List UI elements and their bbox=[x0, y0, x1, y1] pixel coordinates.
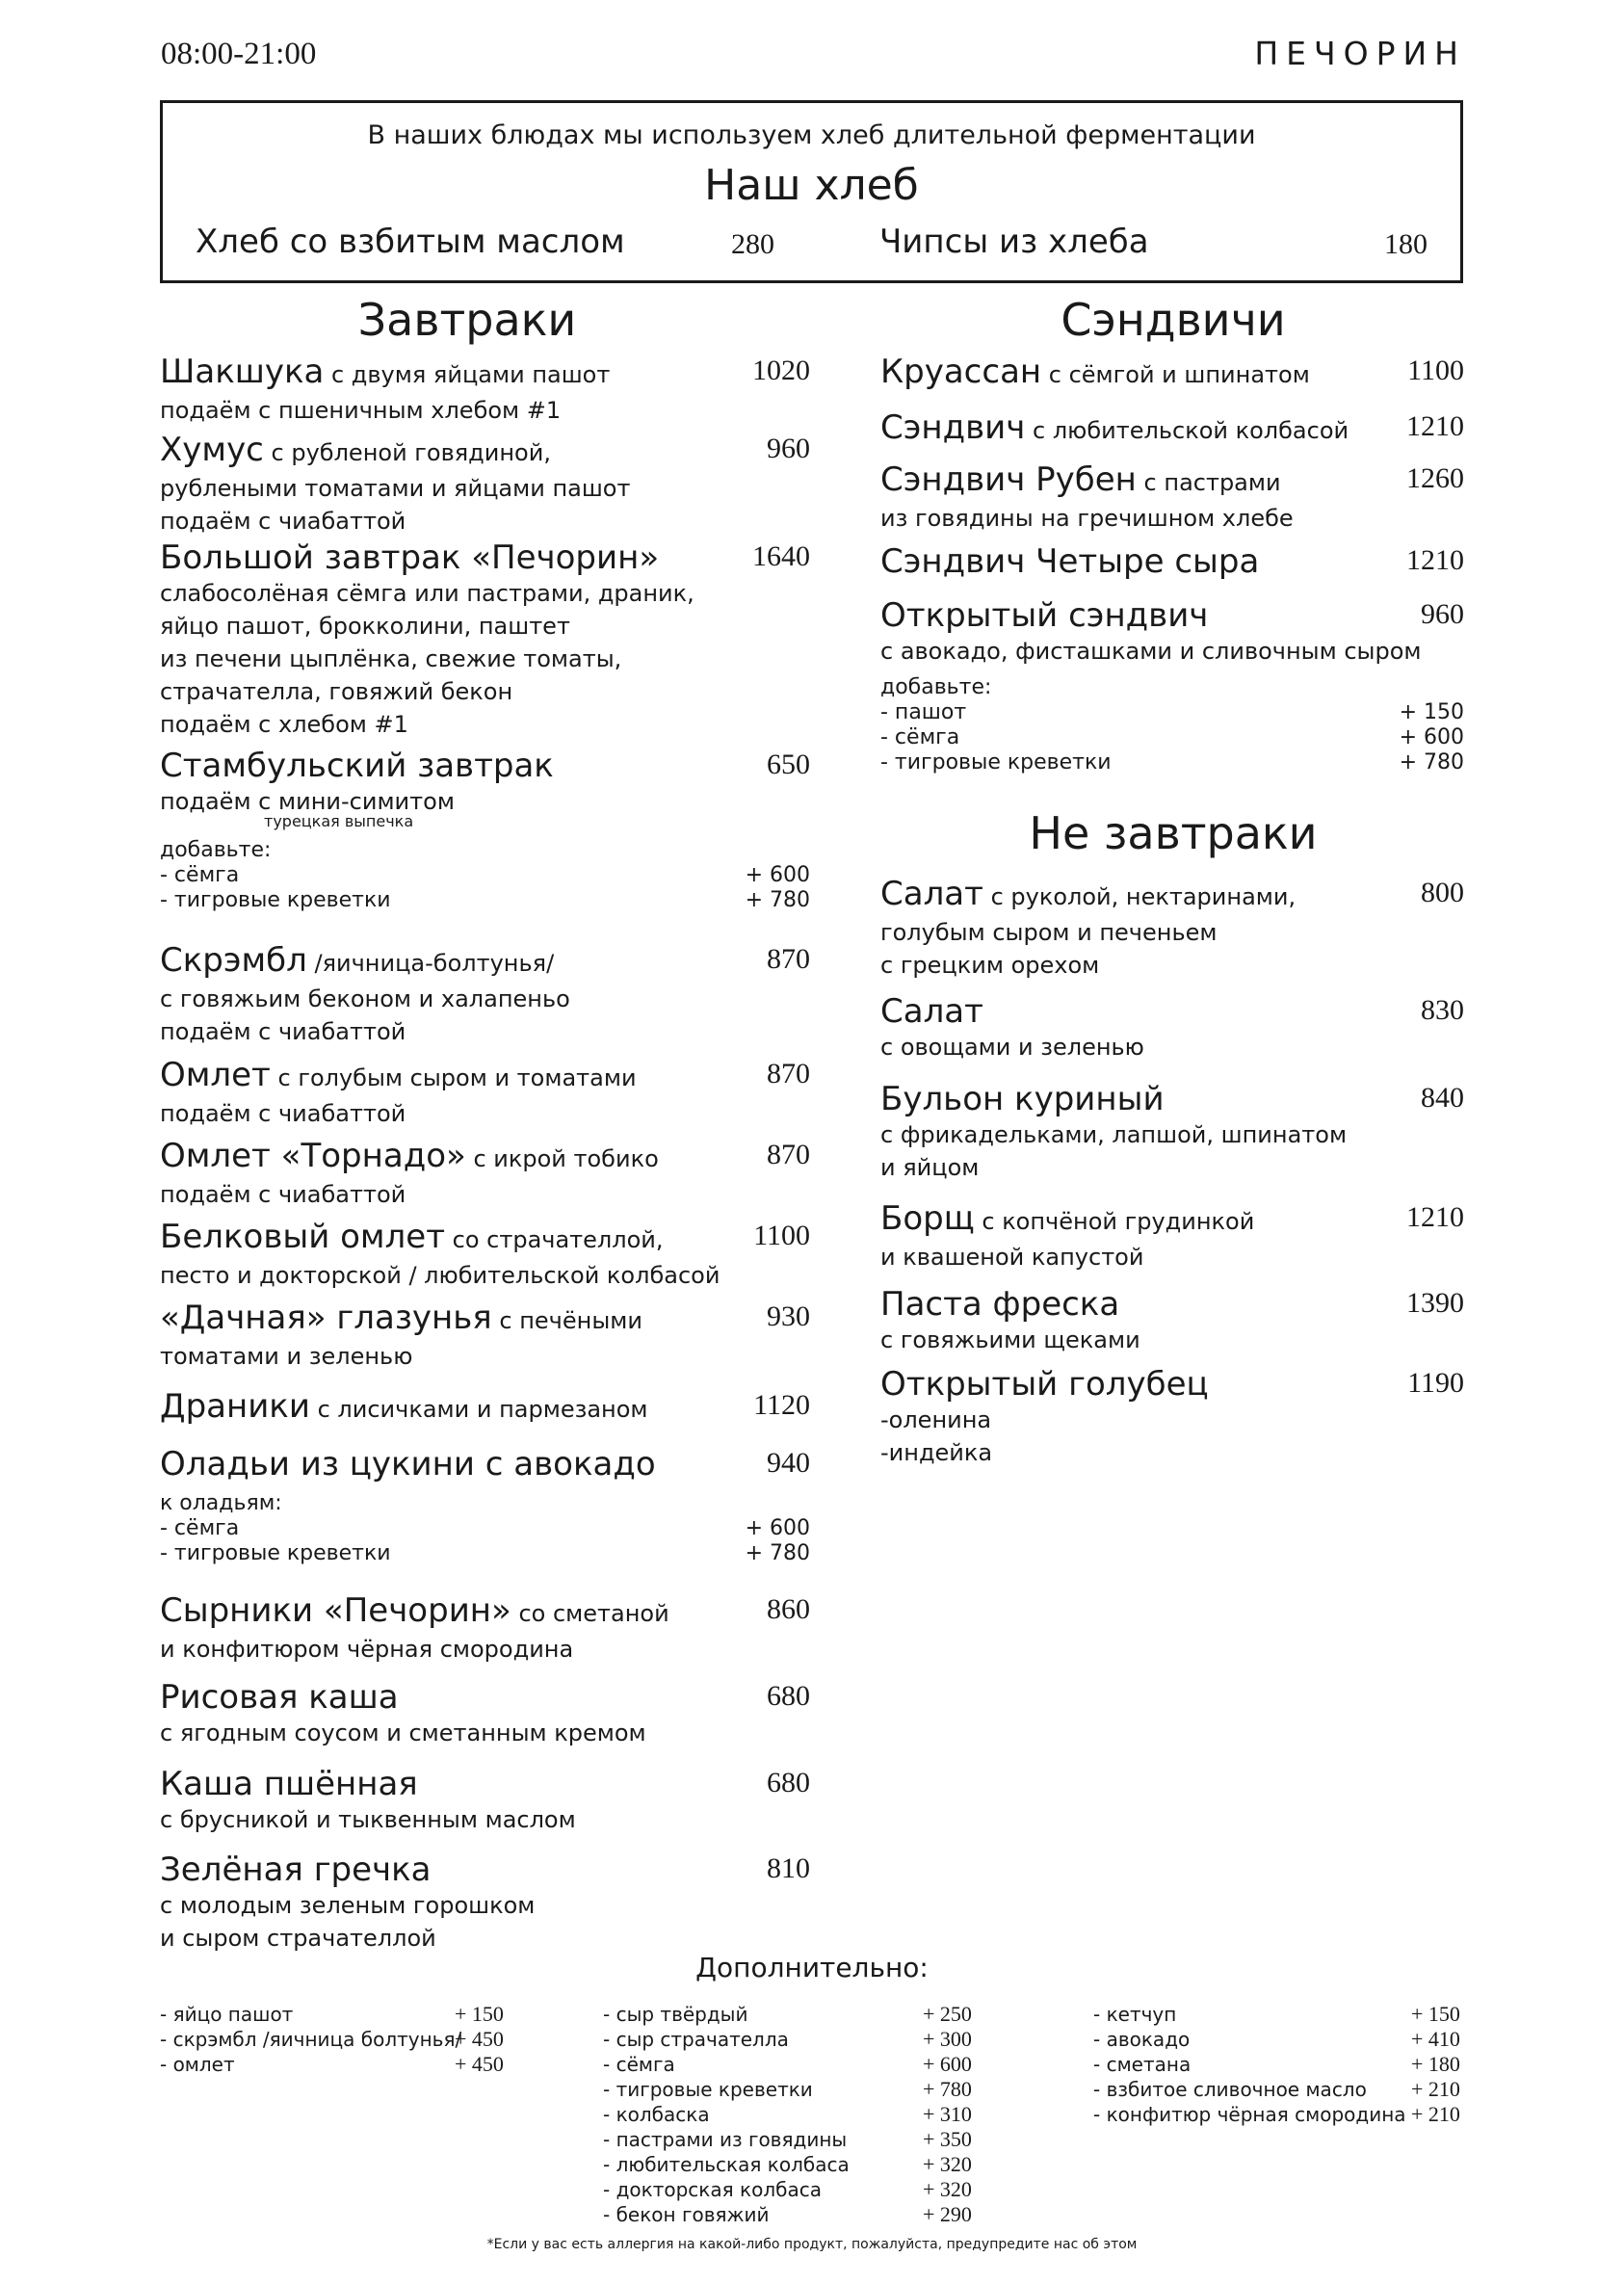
bread-section bbox=[160, 100, 1463, 283]
menu-item-price: 650 bbox=[767, 748, 810, 780]
menu-item-price: 1190 bbox=[1407, 1367, 1464, 1399]
menu-item-description: и яйцом bbox=[880, 1154, 980, 1181]
extra-item-name: - омлет bbox=[160, 2053, 235, 2076]
bread-item-price: 180 bbox=[1384, 228, 1428, 260]
menu-item-name: Омлет bbox=[160, 1056, 271, 1094]
menu-item-description: подаём с хлебом #1 bbox=[160, 711, 408, 738]
menu-item bbox=[880, 992, 1464, 1063]
menu-item-title-line bbox=[880, 875, 1464, 916]
extra-item-name: - скрэмбл /яичница болтунья/ bbox=[160, 2028, 462, 2051]
extra-item-name: - колбаска bbox=[603, 2103, 710, 2126]
menu-item-price: 870 bbox=[767, 1139, 810, 1170]
menu-item bbox=[880, 460, 1464, 535]
opening-hours: 08:00-21:00 bbox=[161, 37, 317, 71]
menu-item-title-line bbox=[160, 431, 796, 472]
menu-item-title-line bbox=[880, 1285, 1464, 1324]
extra-item-name: - яйцо пашот bbox=[160, 2003, 294, 2026]
menu-item-description: подаём с чиабаттой bbox=[160, 1018, 406, 1045]
menu-item-title-line bbox=[880, 1365, 1464, 1404]
addon-price: + 780 bbox=[745, 888, 810, 912]
bread-title: Наш хлеб bbox=[704, 161, 919, 210]
section-title-breakfast: Завтраки bbox=[357, 294, 577, 346]
menu-item bbox=[160, 941, 810, 1048]
menu-item-description: голубым сыром и печеньем bbox=[880, 919, 1218, 946]
menu-item-title-line bbox=[160, 747, 796, 785]
addon-row bbox=[160, 1516, 810, 1541]
bread-note: В наших блюдах мы используем хлеб длительной ферментации bbox=[367, 120, 1256, 150]
addon-price: + 600 bbox=[1399, 725, 1464, 749]
menu-item-name: Омлет «Торнадо» bbox=[160, 1137, 466, 1175]
extra-item-price: + 250 bbox=[923, 2002, 972, 2026]
menu-item-title-line bbox=[160, 1218, 796, 1259]
menu-item-description: с говяжьим беконом и халапеньо bbox=[160, 985, 570, 1012]
menu-item-price: 1210 bbox=[1406, 1201, 1464, 1233]
extra-item-price: + 450 bbox=[455, 2027, 504, 2051]
menu-item-price: 870 bbox=[767, 943, 810, 975]
menu-item bbox=[160, 1445, 810, 1566]
menu-item-modifier: с сёмгой и шпинатом bbox=[1041, 361, 1310, 388]
menu-item-title-line bbox=[160, 353, 796, 394]
menu-item-description: с брусникой и тыквенным маслом bbox=[160, 1806, 576, 1833]
addon-name: - пашот bbox=[880, 700, 967, 724]
menu-item-title-line bbox=[160, 1387, 796, 1429]
menu-item-title-line bbox=[880, 408, 1464, 450]
addon-title: добавьте: bbox=[880, 675, 992, 699]
menu-item-title-line bbox=[160, 1299, 796, 1340]
menu-item-description: с ягодным соусом и сметанным кремом bbox=[160, 1720, 646, 1746]
menu-item-title-line bbox=[160, 1056, 796, 1097]
addon-price: + 780 bbox=[745, 1541, 810, 1565]
menu-item-modifier: с рубленой говядиной, bbox=[263, 439, 551, 466]
menu-item-price: 1390 bbox=[1406, 1287, 1464, 1319]
addon-price: + 600 bbox=[745, 863, 810, 887]
menu-item bbox=[160, 1591, 810, 1666]
extra-item-price: + 780 bbox=[923, 2077, 972, 2101]
extra-item-price: + 210 bbox=[1411, 2102, 1460, 2126]
menu-item-name: Хумус bbox=[160, 431, 264, 469]
menu-item-title-line bbox=[880, 542, 1464, 581]
extra-item-name: - пастрами из говядины bbox=[603, 2128, 848, 2151]
menu-item-description: песто и докторской / любительской колбасой bbox=[160, 1262, 720, 1289]
extra-item-name: - сыр твёрдый bbox=[603, 2003, 748, 2026]
extra-item-price: + 210 bbox=[1411, 2077, 1460, 2101]
menu-item-title-line bbox=[880, 460, 1464, 502]
menu-item bbox=[160, 1387, 810, 1429]
addon-row bbox=[880, 700, 1464, 725]
menu-item-name: Шакшука bbox=[160, 353, 325, 391]
menu-item bbox=[160, 1056, 810, 1130]
menu-item-name: Оладьи из цукини с авокадо bbox=[160, 1445, 656, 1483]
menu-item-description: слабосолёная сёмга или пастрами, драник, bbox=[160, 580, 694, 607]
menu-item-price: 960 bbox=[1421, 598, 1464, 630]
extra-item-name: - взбитое сливочное масло bbox=[1093, 2078, 1367, 2101]
menu-item bbox=[160, 1678, 810, 1749]
menu-item-description: -оленина bbox=[880, 1406, 992, 1433]
addon-row bbox=[880, 750, 1464, 775]
menu-item-description: с говяжьими щеками bbox=[880, 1326, 1140, 1353]
extra-item-price: + 320 bbox=[923, 2152, 972, 2176]
addon-name: - тигровые креветки bbox=[880, 750, 1112, 774]
extra-item-name: - кетчуп bbox=[1093, 2003, 1177, 2026]
menu-item-price: 930 bbox=[767, 1300, 810, 1332]
menu-item-price: 1640 bbox=[752, 540, 810, 572]
extra-item-price: + 300 bbox=[923, 2027, 972, 2051]
menu-item bbox=[160, 1137, 810, 1211]
menu-item-modifier: /яичница-болтунья/ bbox=[306, 950, 555, 977]
extra-item-price: + 410 bbox=[1411, 2027, 1460, 2051]
menu-item-modifier: с печёными bbox=[491, 1307, 642, 1334]
addon-name: - сёмга bbox=[160, 863, 240, 887]
menu-item-modifier: с голубым сыром и томатами bbox=[270, 1064, 637, 1091]
menu-item-name: Сэндвич bbox=[880, 408, 1026, 447]
menu-item-name: Драники bbox=[160, 1387, 310, 1426]
menu-item-name: Салат bbox=[880, 992, 983, 1031]
menu-item-price: 1020 bbox=[752, 354, 810, 386]
addon-name: - тигровые креветки bbox=[160, 888, 391, 912]
menu-item-description: подаём с пшеничным хлебом #1 bbox=[160, 397, 562, 424]
menu-item-name: Открытый голубец bbox=[880, 1365, 1209, 1404]
addon-title: добавьте: bbox=[160, 838, 272, 862]
addon-name: - сёмга bbox=[880, 725, 960, 749]
menu-item-price: 1210 bbox=[1406, 410, 1464, 442]
menu-item-title-line bbox=[160, 1591, 796, 1633]
menu-item-modifier: со сметаной bbox=[511, 1600, 669, 1627]
menu-item bbox=[880, 408, 1464, 450]
menu-item-description: с молодым зеленым горошком bbox=[160, 1892, 536, 1919]
menu-item bbox=[160, 431, 810, 538]
menu-item bbox=[880, 1080, 1464, 1184]
extra-item-price: + 150 bbox=[455, 2002, 504, 2026]
menu-item-description: страчателла, говяжий бекон bbox=[160, 678, 513, 705]
menu-item bbox=[160, 353, 810, 427]
menu-item-title-line bbox=[160, 1678, 796, 1717]
menu-item-title-line bbox=[160, 1445, 796, 1483]
menu-item-description: с овощами и зеленью bbox=[880, 1034, 1144, 1061]
menu-item-description: подаём с чиабаттой bbox=[160, 1181, 406, 1208]
extra-item-price: + 180 bbox=[1411, 2052, 1460, 2076]
menu-item-title-line bbox=[880, 992, 1464, 1031]
menu-item-name: Круассан bbox=[880, 353, 1042, 391]
menu-item-name: Белковый омлет bbox=[160, 1218, 446, 1256]
extra-item-price: + 450 bbox=[455, 2052, 504, 2076]
menu-item-name: Борщ bbox=[880, 1199, 975, 1238]
extra-item-name: - тигровые креветки bbox=[603, 2078, 813, 2101]
menu-item-modifier: с двумя яйцами пашот bbox=[324, 361, 611, 388]
menu-item bbox=[160, 1851, 810, 1955]
addon-name: - сёмга bbox=[160, 1516, 240, 1540]
section-title-sandwiches: Сэндвичи bbox=[1061, 294, 1286, 346]
addon-row bbox=[880, 725, 1464, 750]
menu-item-price: 840 bbox=[1421, 1082, 1464, 1114]
section-title-notbreakfast: Не завтраки bbox=[1029, 807, 1318, 859]
extra-item-price: + 290 bbox=[923, 2202, 972, 2226]
addon-row bbox=[160, 888, 810, 913]
menu-item bbox=[880, 353, 1464, 394]
menu-item bbox=[160, 1299, 810, 1373]
menu-item-name: Сэндвич Четыре сыра bbox=[880, 542, 1260, 581]
bread-item-name: Хлеб со взбитым маслом bbox=[196, 223, 625, 261]
menu-item-name: Скрэмбл bbox=[160, 941, 307, 980]
menu-item-title-line bbox=[160, 1765, 796, 1803]
menu-item-price: 1100 bbox=[1407, 354, 1464, 386]
menu-item-price: 1100 bbox=[753, 1220, 810, 1251]
extra-item-price: + 150 bbox=[1411, 2002, 1460, 2026]
menu-item bbox=[880, 596, 1464, 775]
menu-item-name: Салат bbox=[880, 875, 983, 913]
addon-price: + 150 bbox=[1399, 700, 1464, 724]
menu-item-title-line bbox=[880, 1199, 1464, 1241]
menu-item-description: подаём с мини-симитом bbox=[160, 788, 455, 815]
menu-item-name: «Дачная» глазунья bbox=[160, 1299, 492, 1337]
menu-item-description: подаём с чиабаттой bbox=[160, 1100, 406, 1127]
menu-item-description: из печени цыплёнка, свежие томаты, bbox=[160, 645, 622, 672]
extra-item-price: + 600 bbox=[923, 2052, 972, 2076]
menu-item-name: Сырники «Печорин» bbox=[160, 1591, 511, 1630]
extra-item-price: + 320 bbox=[923, 2177, 972, 2201]
menu-item-modifier: с икрой тобико bbox=[465, 1145, 659, 1172]
bread-item-name: Чипсы из хлеба bbox=[879, 223, 1149, 261]
addon-row bbox=[160, 863, 810, 888]
extra-item-name: - сёмга bbox=[603, 2053, 675, 2076]
menu-item-price: 860 bbox=[767, 1593, 810, 1625]
menu-item-price: 1210 bbox=[1406, 544, 1464, 576]
menu-item-price: 1120 bbox=[753, 1389, 810, 1421]
menu-item-name: Большой завтрак «Печорин» bbox=[160, 538, 660, 577]
menu-item-modifier: с любительской колбасой bbox=[1025, 417, 1349, 444]
menu-item-name: Паста фреска bbox=[880, 1285, 1120, 1324]
addon-title: к оладьям: bbox=[160, 1491, 282, 1515]
menu-item-description: рублеными томатами и яйцами пашот bbox=[160, 475, 631, 502]
addon-price: + 600 bbox=[745, 1516, 810, 1540]
menu-item-price: 870 bbox=[767, 1058, 810, 1089]
menu-item-name: Зелёная гречка bbox=[160, 1851, 432, 1889]
menu-item-modifier: с лисичками и пармезаном bbox=[309, 1396, 648, 1423]
menu-item-description: из говядины на гречишном хлебе bbox=[880, 505, 1294, 532]
menu-item-description: подаём с чиабаттой bbox=[160, 508, 406, 535]
menu-item bbox=[880, 875, 1464, 982]
menu-item-price: 830 bbox=[1421, 994, 1464, 1026]
menu-item-description: и квашеной капустой bbox=[880, 1244, 1144, 1271]
extra-item-price: + 350 bbox=[923, 2127, 972, 2151]
extra-item-name: - сыр страчателла bbox=[603, 2028, 789, 2051]
extras-title: Дополнительно: bbox=[695, 1952, 929, 1983]
menu-item-modifier: со страчателлой, bbox=[445, 1226, 664, 1253]
menu-item-price: 1260 bbox=[1406, 462, 1464, 494]
menu-item-name: Стамбульский завтрак bbox=[160, 747, 554, 785]
menu-item-name: Каша пшённая bbox=[160, 1765, 418, 1803]
menu-item-description: с фрикадельками, лапшой, шпинатом bbox=[880, 1121, 1348, 1148]
menu-item-title-line bbox=[880, 596, 1464, 635]
menu-item-price: 940 bbox=[767, 1447, 810, 1479]
menu-item-title-line bbox=[160, 1137, 796, 1178]
menu-item-name: Бульон куриный bbox=[880, 1080, 1165, 1118]
extra-item-name: - любительская колбаса bbox=[603, 2153, 850, 2176]
extra-item-price: + 310 bbox=[923, 2102, 972, 2126]
menu-item bbox=[880, 1365, 1464, 1469]
menu-item-title-line bbox=[160, 941, 796, 983]
menu-item bbox=[160, 747, 810, 913]
menu-item bbox=[880, 542, 1464, 581]
menu-item bbox=[160, 1218, 810, 1292]
menu-item bbox=[160, 538, 810, 741]
extra-item-name: - сметана bbox=[1093, 2053, 1192, 2076]
menu-item-price: 800 bbox=[1421, 877, 1464, 908]
menu-item-title-line bbox=[160, 1851, 796, 1889]
restaurant-brand: ПЕЧОРИН bbox=[1254, 35, 1466, 72]
menu-item-description: с авокадо, фисташками и сливочным сыром bbox=[880, 638, 1422, 665]
menu-item-title-line bbox=[880, 353, 1464, 394]
allergy-footnote: *Если у вас есть аллергия на какой-либо продукт, пожалуйста, предупредите нас об этом bbox=[486, 2237, 1138, 2252]
menu-item-description: и сыром страчателлой bbox=[160, 1925, 436, 1952]
addon-price: + 780 bbox=[1399, 750, 1464, 774]
menu-item-price: 960 bbox=[767, 433, 810, 464]
menu-item-price: 810 bbox=[767, 1852, 810, 1884]
menu-item-description: томатами и зеленью bbox=[160, 1343, 413, 1370]
menu-item-note: турецкая выпечка bbox=[264, 812, 414, 830]
menu-item-price: 680 bbox=[767, 1767, 810, 1798]
menu-item-description: яйцо пашот, брокколини, паштет bbox=[160, 613, 570, 640]
menu-item bbox=[880, 1285, 1464, 1356]
extra-item-name: - конфитюр чёрная смородина bbox=[1093, 2103, 1406, 2126]
menu-item-modifier: с копчёной грудинкой bbox=[974, 1208, 1255, 1235]
menu-item-title-line bbox=[160, 538, 796, 577]
menu-item bbox=[160, 1765, 810, 1836]
addon-name: - тигровые креветки bbox=[160, 1541, 391, 1565]
menu-item-description: и конфитюром чёрная смородина bbox=[160, 1636, 574, 1663]
bread-item-price: 280 bbox=[731, 228, 774, 260]
addon-row bbox=[160, 1541, 810, 1566]
menu-item bbox=[880, 1199, 1464, 1273]
menu-item-name: Рисовая каша bbox=[160, 1678, 399, 1717]
menu-item-title-line bbox=[880, 1080, 1464, 1118]
extra-item-name: - докторская колбаса bbox=[603, 2178, 822, 2201]
menu-item-modifier: с руколой, нектаринами, bbox=[982, 883, 1297, 910]
menu-item-name: Сэндвич Рубен bbox=[880, 460, 1137, 499]
menu-item-description: -индейка bbox=[880, 1439, 993, 1466]
extra-item-name: - авокадо bbox=[1093, 2028, 1191, 2051]
menu-item-modifier: с пастрами bbox=[1136, 469, 1281, 496]
menu-item-price: 680 bbox=[767, 1680, 810, 1712]
menu-item-name: Открытый сэндвич bbox=[880, 596, 1209, 635]
extra-item-name: - бекон говяжий bbox=[603, 2203, 770, 2226]
menu-item-description: с грецким орехом bbox=[880, 952, 1100, 979]
